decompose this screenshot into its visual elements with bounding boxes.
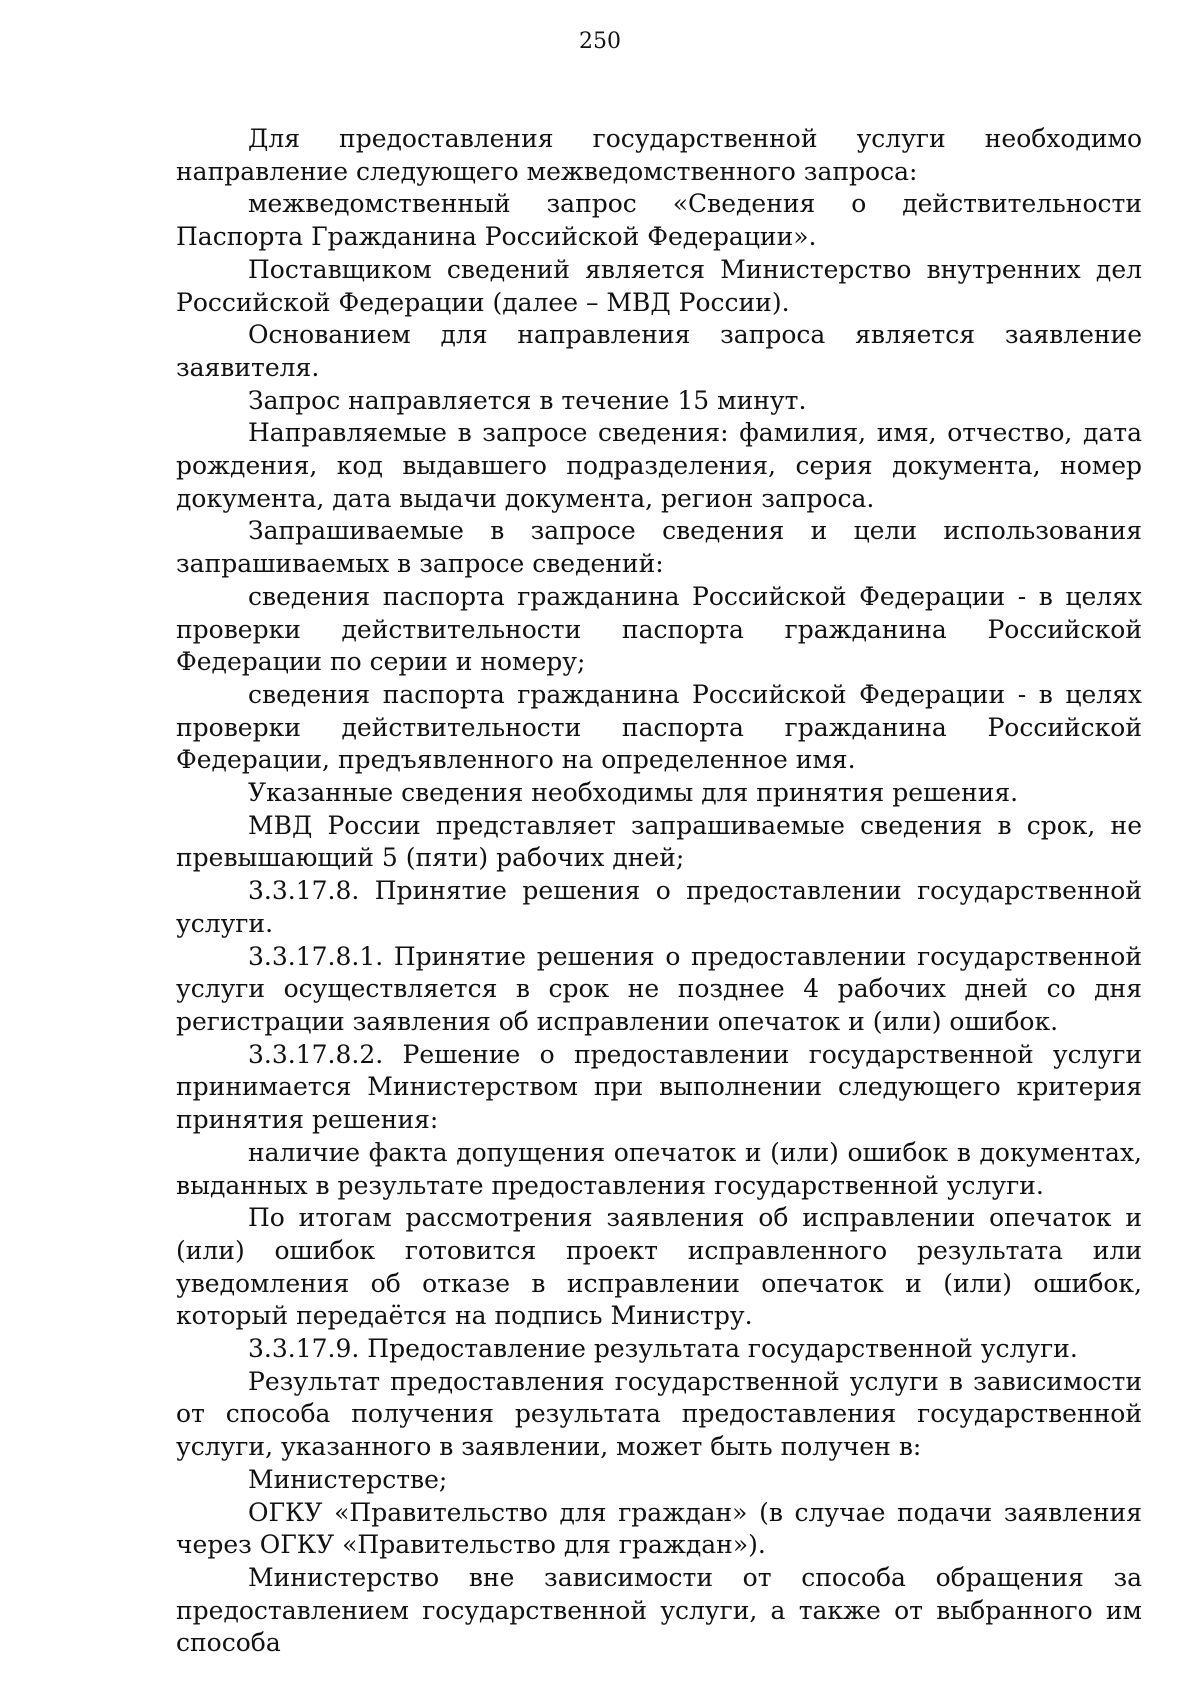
section-heading: 3.3.17.8. Принятие решения о предоставлении государственной услуги. [176,876,1142,938]
paragraph: наличие факта допущения опечаток и (или) ошибок в документах, выданных в результате предоставления государственной услуги. [176,1137,1142,1200]
paragraph: Министерство вне зависимости от способа обращения за предоставлением государственной услуги, а также от выбранного им способа [176,1562,1142,1658]
paragraph: МВД России представляет запрашиваемые сведения в срок, не превышающий 5 (пяти) рабочих дней; [176,810,1142,873]
paragraph: сведения паспорта гражданина Российской Федерации - в целях проверки действительности паспорта гражданина Российской Федерации, предъявленного на определенное имя. [176,679,1142,775]
body-text [176,123,1142,1660]
paragraph: Министерстве; [248,1464,448,1494]
paragraph: По итогам рассмотрения заявления об исправлении опечаток и (или) ошибок готовится проект исправленного результата или уведомления об отказе в исправлении опечаток и (или) ошибок, который передаётся на подпись Министру. [176,1203,1142,1331]
paragraph: 3.3.17.8.2. Решение о предоставлении государственной услуги принимается Министерством при выполнении следующего критерия принятия решения: [176,1039,1142,1135]
paragraph: 3.3.17.8.1. Принятие решения о предоставлении государственной услуги осуществляется в срок не позднее 4 рабочих дней со дня регистрации заявления об исправлении опечаток и (или) ошибок. [176,941,1142,1036]
paragraph: Запрашиваемые в запросе сведения и цели использования запрашиваемых в запросе сведений: [176,516,1142,579]
paragraph: Направляемые в запросе сведения: фамилия, имя, отчество, дата рождения, код выдавшего подразделения, серия документа, номер документа, дата выдачи документа, регион запроса. [176,418,1142,513]
paragraph: Поставщиком сведений является Министерство внутренних дел Российской Федерации (далее – МВД России). [176,254,1142,317]
paragraph: межведомственный запрос «Сведения о действительности Паспорта Гражданина Российской Федерации». [176,189,1142,252]
paragraph: Для предоставления государственной услуги необходимо направление следующего межведомственного запроса: [176,124,1142,186]
paragraph: сведения паспорта гражданина Российской Федерации - в целях проверки действительности паспорта гражданина Российской Федерации по серии и номеру; [176,581,1142,677]
paragraph: Указанные сведения необходимы для принятия решения. [248,778,1019,808]
paragraph: Запрос направляется в течение 15 минут. [248,385,807,415]
paragraph: Основанием для направления запроса является заявление заявителя. [176,320,1142,382]
page-number: 250 [579,29,621,54]
section-heading: 3.3.17.9. Предоставление результата государственной услуги. [248,1334,1078,1364]
paragraph: Результат предоставления государственной услуги в зависимости от способа получения результата предоставления государственной услуги, указанного в заявлении, может быть получен в: [176,1366,1142,1462]
paragraph: ОГКУ «Правительство для граждан» (в случае подачи заявления через ОГКУ «Правительство для граждан»). [176,1497,1142,1560]
